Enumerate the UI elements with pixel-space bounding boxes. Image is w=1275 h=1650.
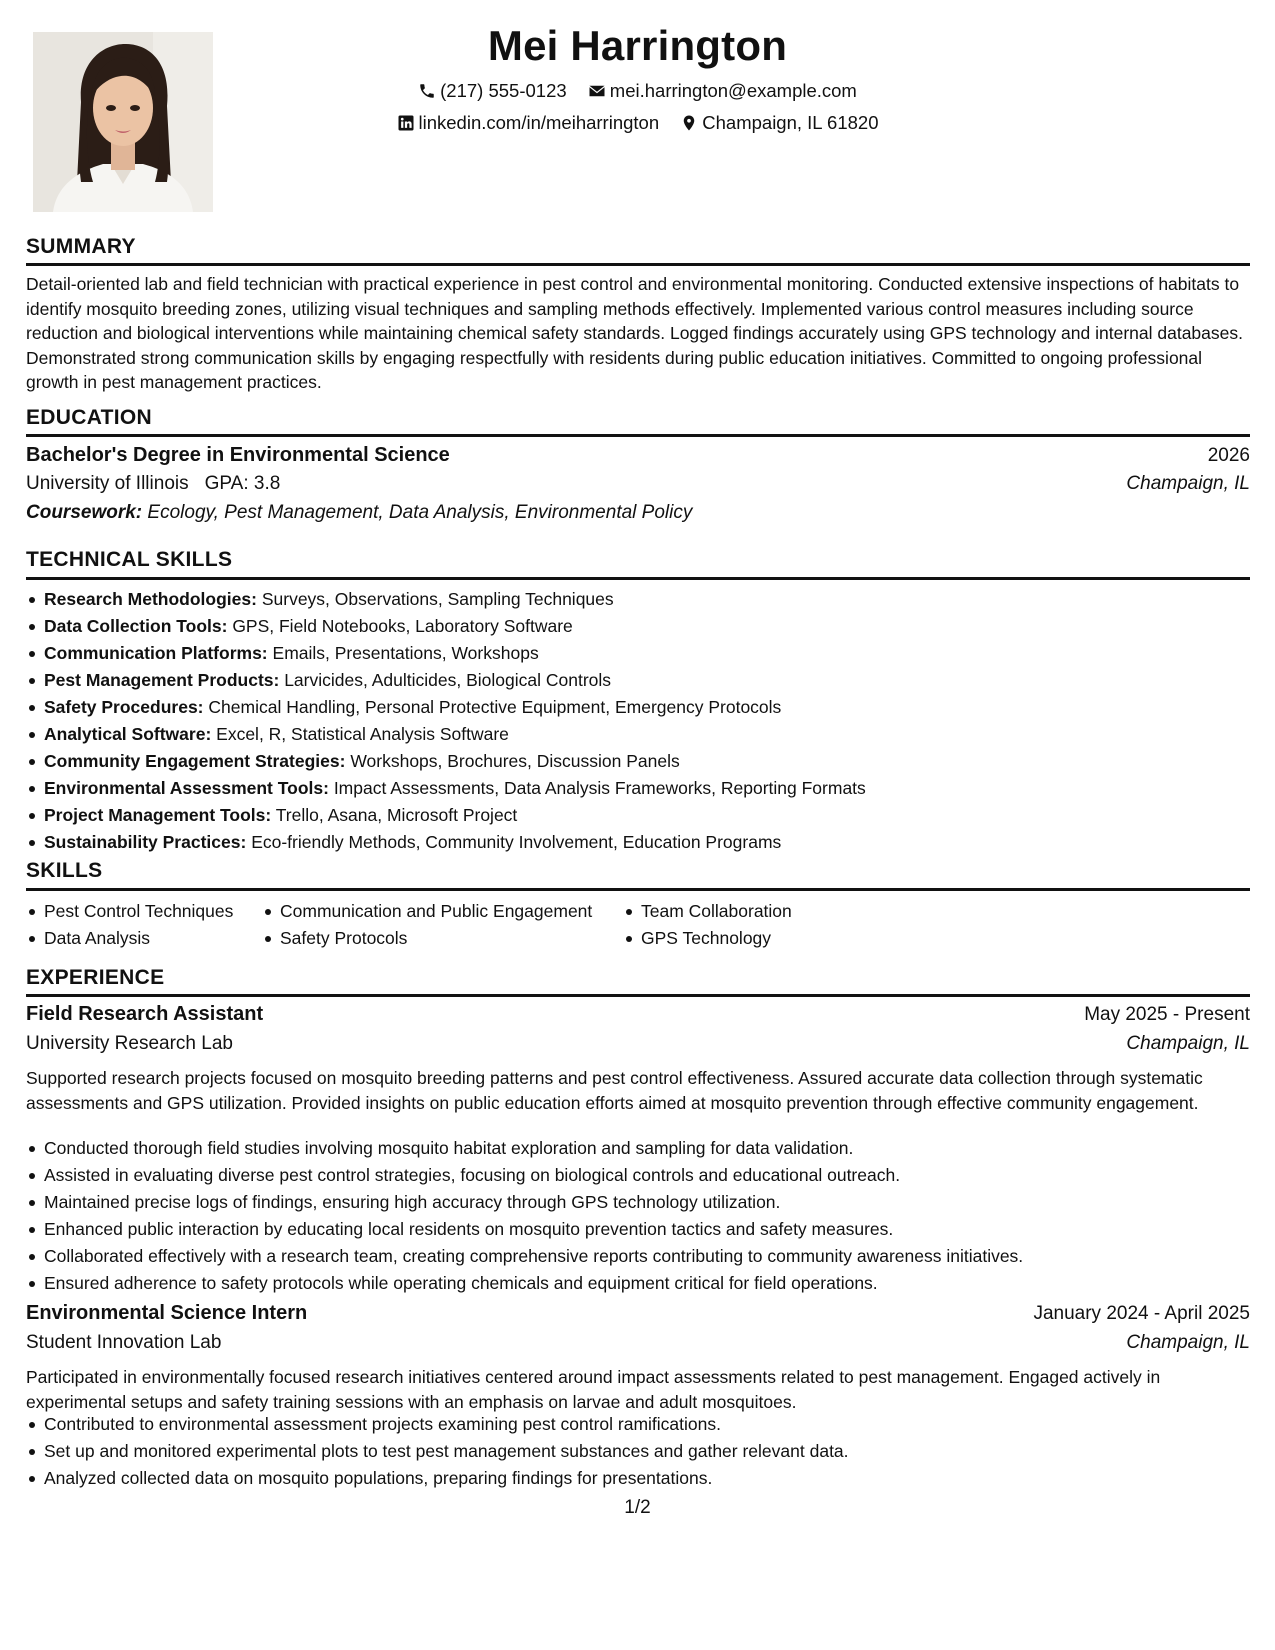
skills-heading: SKILLS	[26, 859, 103, 882]
school-location: Champaign, IL	[1126, 473, 1250, 494]
coursework-list: Ecology, Pest Management, Data Analysis, Environmental Policy	[147, 502, 693, 523]
coursework-label: Coursework:	[26, 502, 143, 523]
phone-contact[interactable]	[418, 80, 567, 102]
skill-category-label: Environmental Assessment Tools:	[44, 778, 329, 798]
map-pin-icon	[680, 114, 698, 132]
job-location: Champaign, IL	[1126, 1332, 1250, 1353]
list-item: Maintained precise logs of findings, ensuring high accuracy through GPS technology utilization.	[44, 1189, 1234, 1216]
phone-icon	[418, 82, 436, 100]
skill-category-value: Workshops, Brochures, Discussion Panels	[350, 751, 680, 771]
section-divider	[26, 434, 1250, 437]
list-item: Collaborated effectively with a research team, creating comprehensive reports contributing to community awareness initiatives.	[44, 1243, 1234, 1270]
degree-title: Bachelor's Degree in Environmental Science	[26, 444, 450, 466]
education-heading: EDUCATION	[26, 406, 152, 429]
list-item: GPS Technology	[641, 925, 792, 952]
skill-category-label: Community Engagement Strategies:	[44, 751, 346, 771]
section-divider	[26, 263, 1250, 266]
list-item	[44, 640, 1234, 667]
list-item: Enhanced public interaction by educating local residents on mosquito prevention tactics and safety measures.	[44, 1216, 1234, 1243]
skills-column	[280, 898, 592, 952]
list-item: Team Collaboration	[641, 898, 792, 925]
skill-category-value: Impact Assessments, Data Analysis Frameworks, Reporting Formats	[333, 778, 866, 798]
contact-row-secondary	[0, 112, 1275, 137]
job-org-row	[26, 1033, 1250, 1055]
list-item	[44, 613, 1234, 640]
job-title: Field Research Assistant	[26, 1003, 264, 1025]
list-item	[44, 775, 1234, 802]
linkedin-contact[interactable]	[397, 112, 660, 134]
job-description: Supported research projects focused on mosquito breeding patterns and pest control effectiveness. Assured accurate data collection through systematic assessments and GPS utilization. Provided insights on public education efforts aimed at mosquito prevention through effective community engagement.	[26, 1068, 1203, 1113]
coursework-line	[26, 502, 692, 524]
job-dates: May 2025 - Present	[1084, 1004, 1250, 1025]
summary-heading: SUMMARY	[26, 235, 136, 258]
section-divider	[26, 577, 1250, 580]
technical-skills-heading: TECHNICAL SKILLS	[26, 548, 233, 571]
location-contact	[680, 112, 878, 134]
skill-category-value: Excel, R, Statistical Analysis Software	[216, 724, 509, 744]
job-organization: University Research Lab	[26, 1033, 233, 1054]
phone-number: (217) 555-0123	[440, 80, 567, 101]
skill-category-label: Communication Platforms:	[44, 643, 268, 663]
list-item	[44, 802, 1234, 829]
skill-category-label: Project Management Tools:	[44, 805, 272, 825]
gpa-value: GPA: 3.8	[204, 473, 281, 494]
skills-column	[44, 898, 233, 952]
skill-category-label: Research Methodologies:	[44, 589, 257, 609]
job-bullets	[44, 1135, 1234, 1297]
job-bullets	[44, 1411, 1234, 1492]
skill-category-value: Surveys, Observations, Sampling Techniques	[261, 589, 614, 609]
job-dates: January 2024 - April 2025	[1033, 1303, 1250, 1324]
school-info	[26, 473, 280, 495]
email-address: mei.harrington@example.com	[609, 80, 857, 101]
job-description: Participated in environmentally focused research initiatives centered around impact assessments related to pest management. Engaged actively in experimental setups and safety training sessions with an emphasis on larvae and adult mosquitoes.	[26, 1367, 1161, 1412]
skill-category-value: GPS, Field Notebooks, Laboratory Software	[232, 616, 573, 636]
skill-category-value: Chemical Handling, Personal Protective Equipment, Emergency Protocols	[208, 697, 782, 717]
section-divider	[26, 888, 1250, 891]
list-item: Conducted thorough field studies involving mosquito habitat exploration and sampling for data validation.	[44, 1135, 1234, 1162]
list-item	[44, 694, 1234, 721]
skill-category-value: Trello, Asana, Microsoft Project	[275, 805, 518, 825]
candidate-name: Mei Harrington	[487, 22, 788, 69]
experience-heading: EXPERIENCE	[26, 966, 165, 989]
section-divider	[26, 994, 1250, 997]
job-org-row	[26, 1332, 1250, 1354]
list-item: Pest Control Techniques	[44, 898, 233, 925]
list-item: Communication and Public Engagement	[280, 898, 592, 925]
education-school-row	[26, 473, 1250, 495]
linkedin-icon	[397, 114, 415, 132]
list-item	[44, 748, 1234, 775]
email-contact[interactable]	[588, 80, 857, 102]
list-item	[44, 667, 1234, 694]
list-item: Assisted in evaluating diverse pest control strategies, focusing on biological controls and educational outreach.	[44, 1162, 1234, 1189]
list-item	[44, 829, 1234, 856]
skill-category-value: Emails, Presentations, Workshops	[272, 643, 539, 663]
job-header-row	[26, 1302, 1250, 1325]
job-organization: Student Innovation Lab	[26, 1332, 222, 1353]
graduation-year: 2026	[1207, 445, 1250, 466]
job-header-row	[26, 1003, 1250, 1026]
contact-row-primary	[0, 80, 1275, 105]
list-item: Ensured adherence to safety protocols while operating chemicals and equipment critical for field operations.	[44, 1270, 1234, 1297]
list-item: Set up and monitored experimental plots to test pest management substances and gather relevant data.	[44, 1438, 1234, 1465]
skill-category-label: Sustainability Practices:	[44, 832, 247, 852]
skill-category-label: Data Collection Tools:	[44, 616, 228, 636]
page-number: 1/2	[624, 1497, 651, 1518]
linkedin-url: linkedin.com/in/meiharrington	[418, 112, 660, 133]
job-title: Environmental Science Intern	[26, 1302, 308, 1324]
envelope-icon	[588, 82, 606, 100]
list-item: Contributed to environmental assessment projects examining pest control ramifications.	[44, 1411, 1234, 1438]
skill-category-label: Analytical Software:	[44, 724, 212, 744]
list-item: Data Analysis	[44, 925, 233, 952]
school-name: University of Illinois	[26, 473, 189, 494]
skills-column	[641, 898, 792, 952]
list-item: Analyzed collected data on mosquito populations, preparing findings for presentations.	[44, 1465, 1234, 1492]
summary-text: Detail-oriented lab and field technician with practical experience in pest control and environmental monitoring. Conducted extensive inspections of habitats to identify mosquito breeding zones, utilizing visual techniques and sampling methods effectively. Implemented various control measures including source reduction and biological interventions while maintaining chemical safety standards. Logged findings accurately using GPS technology and internal databases. Demonstrated strong communication skills by engaging respectfully with residents during public education initiatives. Committed to ongoing professional growth in pest management practices.	[26, 274, 1243, 392]
list-item: Safety Protocols	[280, 925, 592, 952]
list-item	[44, 586, 1234, 613]
list-item	[44, 721, 1234, 748]
education-header-row	[26, 444, 1250, 467]
skill-category-value: Eco-friendly Methods, Community Involvement, Education Programs	[251, 832, 782, 852]
job-location: Champaign, IL	[1126, 1033, 1250, 1054]
skill-category-label: Pest Management Products:	[44, 670, 280, 690]
skill-category-label: Safety Procedures:	[44, 697, 204, 717]
location-text: Champaign, IL 61820	[702, 112, 879, 133]
skill-category-value: Larvicides, Adulticides, Biological Controls	[284, 670, 612, 690]
technical-skills-list	[44, 586, 1234, 856]
